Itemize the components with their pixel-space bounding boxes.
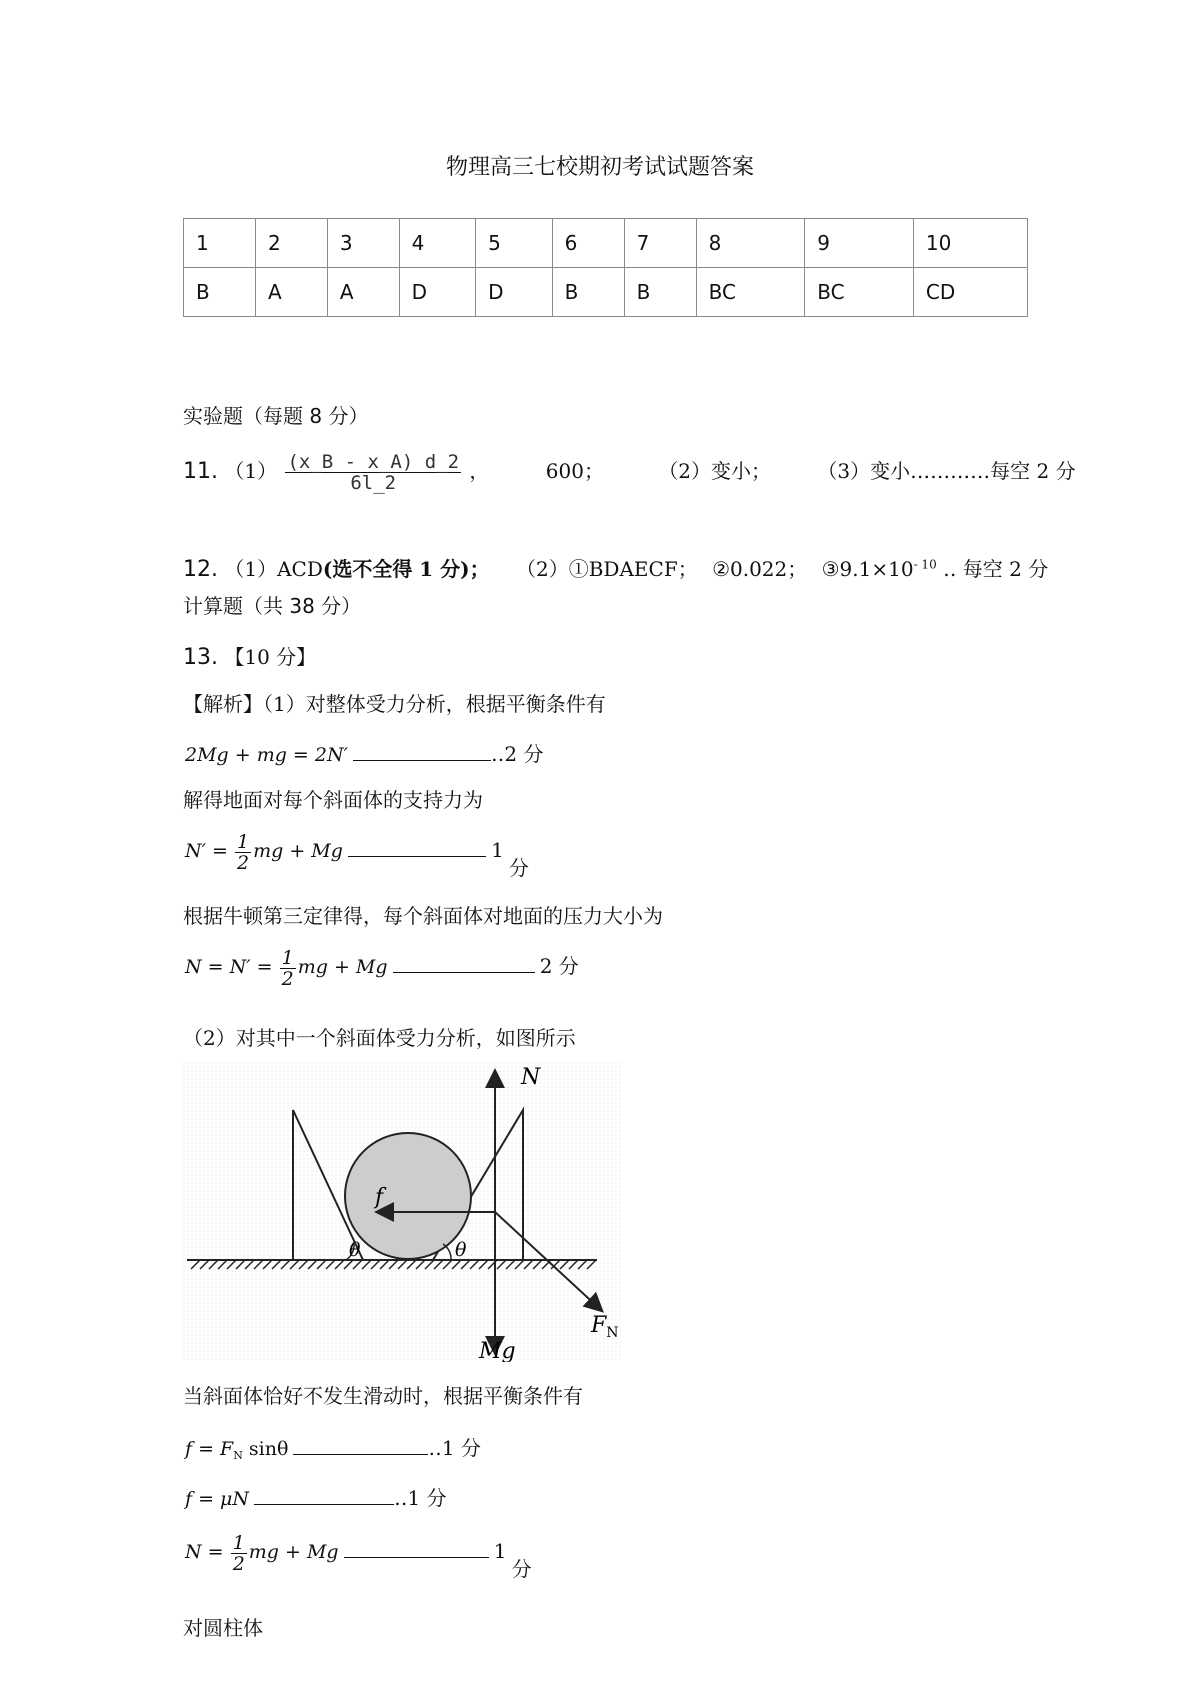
q13-number: 13.	[183, 645, 218, 670]
eq2-unit: 分	[508, 856, 529, 880]
page-title: 物理高三七校期初考试试题答案	[445, 155, 754, 180]
eq3-rhs: mg + Mg	[297, 956, 388, 978]
eq4-sub: N	[233, 1449, 243, 1463]
eq6-points: 1	[493, 1539, 507, 1563]
eq6-lhs: N =	[185, 1541, 224, 1563]
table-cell: 4	[399, 219, 475, 268]
q13-text4: （2）对其中一个斜面体受力分析，如图所示	[183, 1026, 576, 1050]
eq6-rhs: mg + Mg	[248, 1541, 339, 1563]
force-diagram	[183, 1062, 623, 1362]
table-cell: 1	[184, 219, 256, 268]
half-numerator: 1	[237, 831, 250, 853]
table-cell: 2	[255, 219, 327, 268]
q11-line	[183, 452, 1076, 493]
eq1-text: 2Mg + mg = 2N′	[185, 744, 348, 766]
half-numerator: 1	[281, 947, 294, 969]
q13-eq5	[185, 1482, 447, 1511]
q13-analysis: 【解析】（1）对整体受力分析，根据平衡条件有	[183, 692, 606, 716]
q12-number: 12.	[183, 557, 218, 582]
label-Mg: Mg	[479, 1339, 516, 1362]
table-cell: CD	[913, 268, 1027, 317]
q12-part2c: ③9.1×10	[821, 557, 914, 581]
table-cell: A	[255, 268, 327, 317]
q13-header	[183, 641, 316, 670]
table-cell: B	[184, 268, 256, 317]
q12-exponent: - 10	[913, 557, 937, 572]
label-N: N	[521, 1065, 541, 1090]
table-cell: D	[476, 268, 552, 317]
q11-value: 600；	[545, 459, 604, 483]
eq1-blank	[353, 760, 491, 761]
table-row-answers	[184, 268, 1028, 317]
label-f: f	[375, 1185, 384, 1210]
q13-eq3	[185, 948, 579, 989]
q13-text5: 当斜面体恰好不发生滑动时，根据平衡条件有	[183, 1384, 583, 1408]
label-theta-left: θ	[349, 1239, 361, 1261]
q11-number: 11.	[183, 459, 218, 484]
q13-eq2	[185, 831, 529, 880]
table-cell: 3	[327, 219, 399, 268]
half-denominator: 2	[232, 1553, 245, 1575]
half-denominator: 2	[237, 852, 250, 874]
q13-text6: 对圆柱体	[183, 1616, 263, 1640]
q11-separator: ，	[469, 459, 490, 483]
eq4-points: ‥1 分	[428, 1436, 481, 1460]
table-cell: 6	[552, 219, 624, 268]
eq5-text: f = μN	[185, 1488, 250, 1510]
eq6-unit: 分	[511, 1557, 532, 1581]
table-cell: B	[624, 268, 696, 317]
eq3-points: 2 分	[539, 954, 579, 978]
q12-part2b: ②0.022；	[712, 557, 808, 581]
q11-formula-denominator: 6l_2	[350, 472, 397, 494]
q11-part2: （2）变小；	[658, 459, 772, 483]
table-cell: D	[399, 268, 475, 317]
q11-formula	[285, 452, 461, 493]
section-experiment-heading: 实验题（每题 8 分）	[183, 404, 369, 428]
q13-eq4	[185, 1432, 481, 1462]
eq1-points: ‥2 分	[491, 742, 544, 766]
table-cell: 8	[696, 219, 805, 268]
q11-part1: （1）	[224, 459, 278, 483]
q12-part1-note: (选不全得 1 分)；	[322, 557, 490, 581]
eq2-rhs: mg + Mg	[253, 840, 343, 862]
table-cell: 10	[913, 219, 1027, 268]
q13-text2: 解得地面对每个斜面体的支持力为	[183, 788, 483, 812]
eq2-blank	[348, 856, 486, 857]
eq2-lhs: N′ =	[185, 840, 228, 862]
q11-formula-numerator: (x_B - x_A) d_2	[287, 451, 460, 473]
table-cell: BC	[805, 268, 914, 317]
section-calc-heading: 计算题（共 38 分）	[183, 594, 362, 618]
eq3-blank	[393, 972, 535, 973]
table-cell: B	[552, 268, 624, 317]
half-denominator: 2	[281, 968, 294, 990]
q13-eq1	[185, 738, 543, 767]
table-cell: 7	[624, 219, 696, 268]
label-FN-main: F	[591, 1313, 607, 1338]
eq4-sin: sinθ	[242, 1438, 289, 1460]
table-cell: BC	[696, 268, 805, 317]
eq3-half	[280, 948, 296, 989]
table-cell: 9	[805, 219, 914, 268]
table-row-numbers	[184, 219, 1028, 268]
eq4-blank	[293, 1454, 428, 1455]
cylinder	[345, 1133, 471, 1259]
eq6-half	[231, 1533, 247, 1574]
q13-eq6	[185, 1532, 532, 1581]
q12-tail: ‥ 每空 2 分	[943, 557, 1049, 581]
eq4-lhs: f = F	[185, 1438, 234, 1460]
eq5-points: ‥1 分	[394, 1486, 447, 1510]
half-numerator: 1	[232, 1532, 245, 1554]
eq3-lhs: N = N′ =	[185, 956, 273, 978]
answer-table	[183, 218, 1028, 317]
eq6-blank	[344, 1557, 489, 1558]
eq2-points: 1	[491, 838, 504, 862]
label-FN-sub: N	[606, 1325, 619, 1341]
q12-part1: （1）ACD	[224, 557, 323, 581]
q12-part2: （2）①BDAECF；	[516, 557, 698, 581]
q11-part3: （3）变小…………每空 2 分	[817, 459, 1076, 483]
table-cell: 5	[476, 219, 552, 268]
eq2-half	[235, 832, 251, 873]
table-cell: A	[327, 268, 399, 317]
eq5-blank	[254, 1504, 394, 1505]
q12-line	[183, 553, 1048, 582]
q13-points: 【10 分】	[224, 645, 317, 669]
q13-text3: 根据牛顿第三定律得，每个斜面体对地面的压力大小为	[183, 904, 663, 928]
label-theta-right: θ	[455, 1239, 467, 1261]
